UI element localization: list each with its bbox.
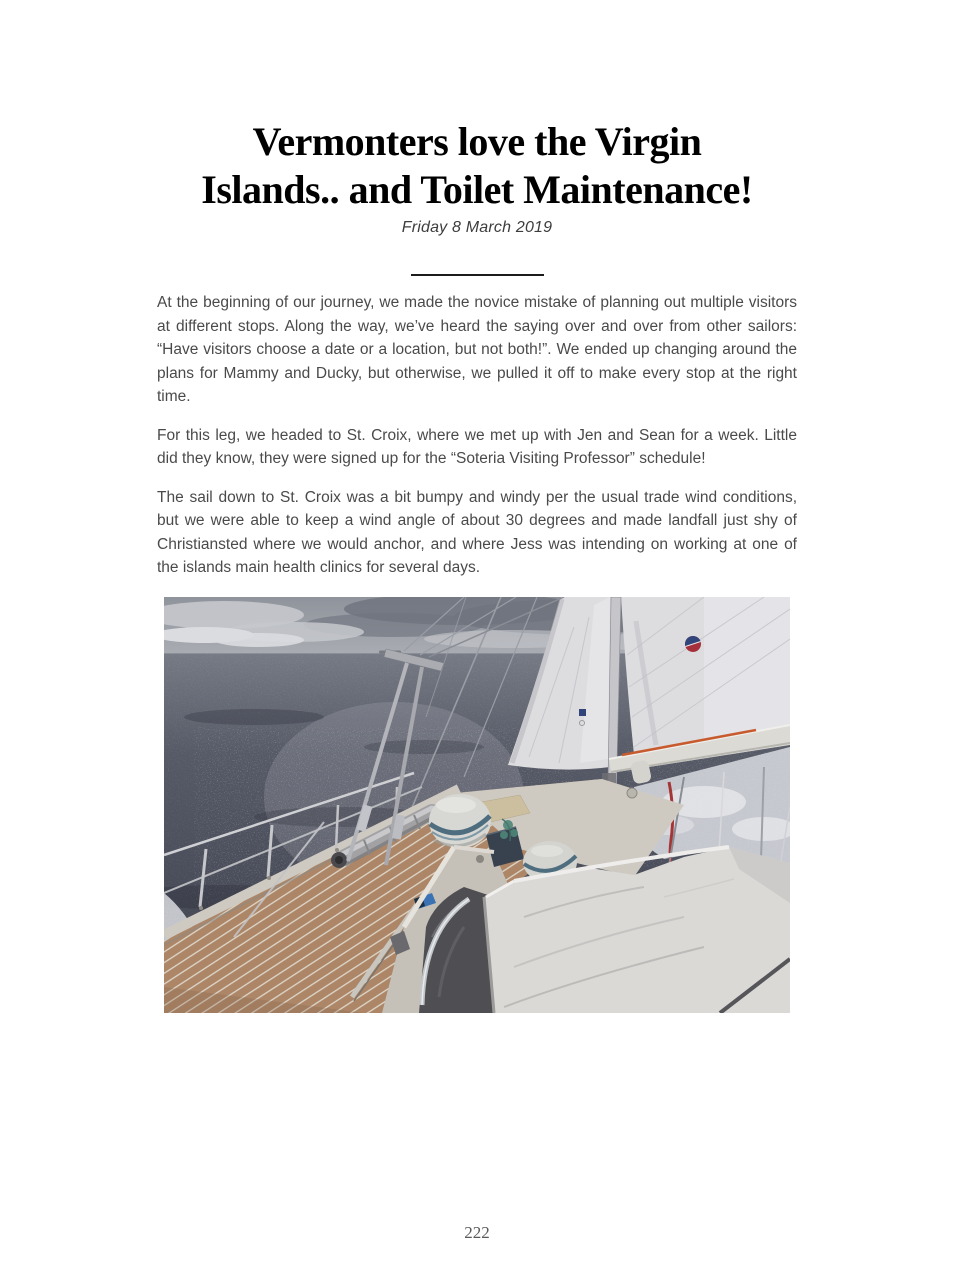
article-date: Friday 8 March 2019	[401, 219, 553, 236]
article-title-line-1: Vermonters love the Virgin	[252, 119, 702, 164]
staysail-logo	[579, 709, 586, 716]
page-number: 222	[464, 1223, 490, 1242]
deck-winch	[627, 788, 637, 798]
article-photo	[164, 597, 790, 1013]
paragraph-3: The sail down to St. Croix was a bit bumpy and windy per the usual trade wind conditions, but we were able to keep a wind angle of about 30 degrees and made landfall just shy of Christiansted where we would anchor, and where Jess was intending on working at one of the islands main health clinics for several days.	[157, 488, 797, 576]
title-divider	[411, 274, 544, 276]
paragraph-2: For this leg, we headed to St. Croix, where we met up with Jen and Sean for a week. Little did they know, they were signed up for the “Soteria Visiting Professor” schedule!	[157, 426, 797, 467]
life-raft-canister-1	[429, 794, 491, 848]
paragraph-1: At the beginning of our journey, we made the novice mistake of planning out multiple visitors at different stops. Along the way, we’ve heard the saying over and over from other sailors: “Have visitors choose a date or a location, but not both!”. We ended up changing around the plans for Mammy and Ducky, but otherwise, we pulled it off to make every stop at the right time.	[157, 294, 797, 405]
article-body	[157, 291, 797, 580]
article-title-line-2: Islands.. and Toilet Maintenance!	[201, 167, 753, 212]
article-title	[97, 118, 857, 214]
